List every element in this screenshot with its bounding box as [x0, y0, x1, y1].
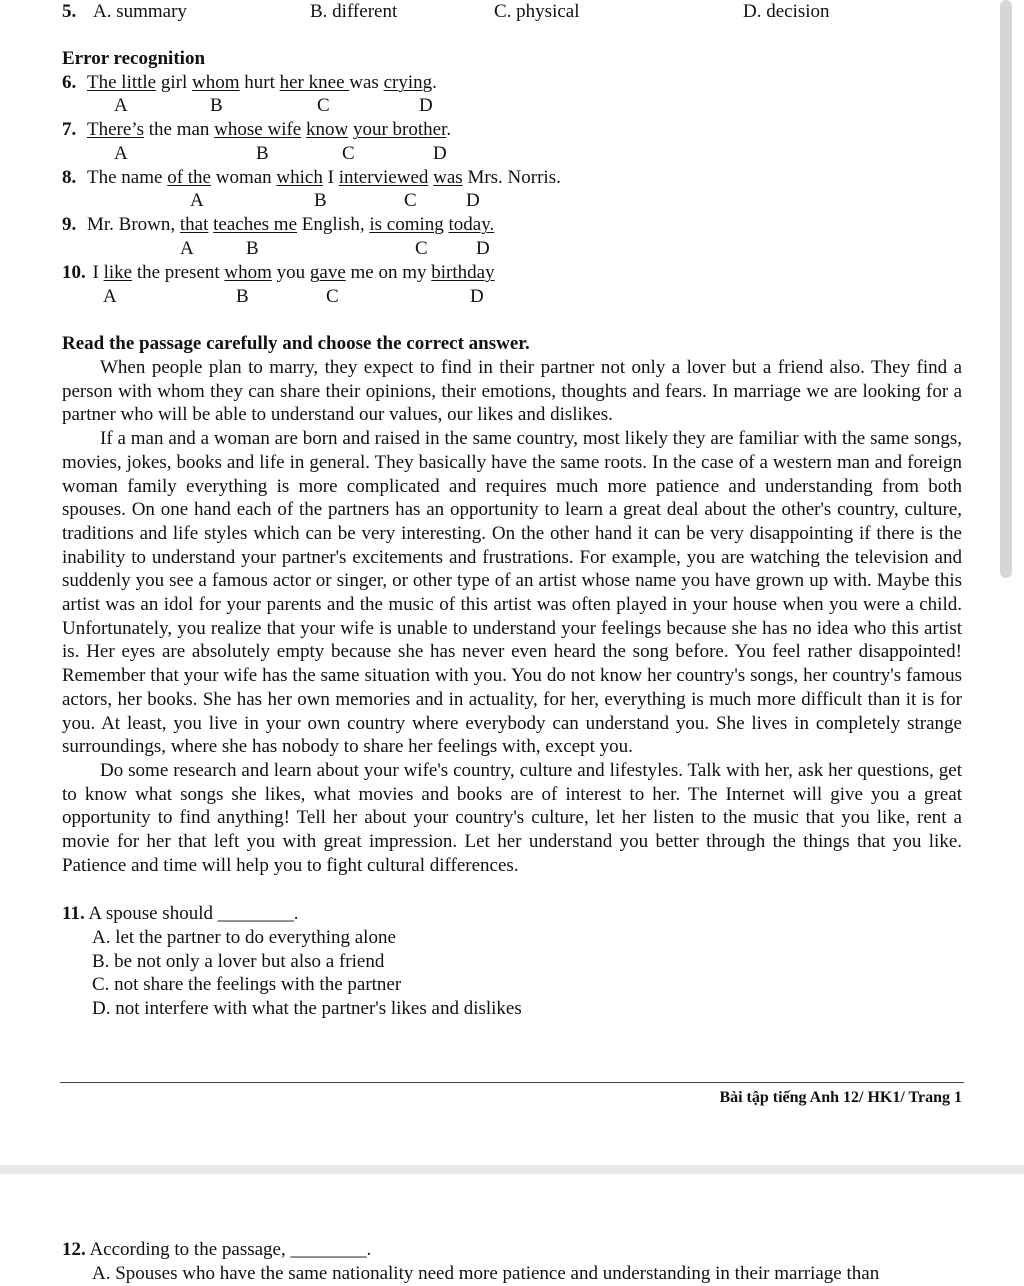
text: .	[432, 72, 437, 93]
text: you	[271, 262, 310, 283]
page-break	[0, 1165, 1024, 1174]
question-number: 9.	[62, 214, 77, 235]
label-d: D	[433, 143, 447, 164]
reading-heading: Read the passage carefully and choose the correct answer.	[62, 333, 530, 354]
option-d: D. not interfere with what the partner's likes and dislikes	[92, 998, 522, 1019]
part-c: gave	[309, 262, 346, 283]
label-c: C	[404, 190, 417, 211]
part-b: teaches me	[213, 214, 298, 235]
text: Mr. Brown,	[87, 214, 180, 235]
label-a: A	[190, 190, 204, 211]
part-d: birthday	[431, 262, 495, 283]
question-9	[62, 213, 494, 237]
part-a: There’s	[87, 119, 144, 140]
question-7	[62, 118, 451, 142]
question-number: 12.	[62, 1239, 86, 1260]
label-b: B	[210, 95, 223, 116]
question-number: 8.	[62, 167, 77, 188]
question-11	[62, 902, 298, 926]
part-c: interviewed	[338, 167, 429, 188]
text: was	[349, 72, 384, 93]
option-c: C. physical	[494, 1, 580, 22]
page-footer: Bài tập tiếng Anh 12/ HK1/ Trang 1	[719, 1089, 962, 1106]
text: The name	[87, 167, 168, 188]
scrollbar[interactable]	[1000, 0, 1012, 578]
label-c: C	[342, 143, 355, 164]
label-b: B	[314, 190, 327, 211]
option-a: A. Spouses who have the same nationality need more patience and understanding in their marriage than	[92, 1263, 880, 1284]
part-b: whose wife	[214, 119, 302, 140]
label-a: A	[180, 238, 194, 259]
label-b: B	[256, 143, 269, 164]
label-a: A	[114, 143, 128, 164]
part-b: whom	[192, 72, 240, 93]
text: me on my	[345, 262, 432, 283]
option-c: C. not share the feelings with the partner	[92, 974, 402, 995]
part-a: of the	[167, 167, 211, 188]
part-b: which	[276, 167, 323, 188]
part-d: your brother	[352, 119, 447, 140]
label-c: C	[317, 95, 330, 116]
paragraph-3: Do some research and learn about your wife's country, culture and lifestyles. Talk with her, ask her questions, get to know what songs she likes, what movies and books are of interest to her. The Internet will give you a great opportunity to find anything! Tell her about your country's culture, let her listen to the music that you like, rent a movie for her that left you with great impression. Let her understand you better through the things that you like. Patience and time will help you to fight cultural differences.	[62, 759, 962, 876]
question-stem: A spouse should ________.	[84, 903, 299, 924]
label-b: B	[246, 238, 259, 259]
label-a: A	[114, 95, 128, 116]
question-6	[62, 71, 437, 95]
option-a: A. summary	[93, 1, 187, 22]
question-number: 6.	[62, 72, 77, 93]
paragraph-1: When people plan to marry, they expect to find in their partner not only a lover but a friend also. They find a person with whom they can share their opinions, their emotions, thoughts and fears. In marriage we are looking for a partner who will be able to understand our values, our likes and dislikes.	[62, 357, 962, 426]
text: woman	[210, 167, 277, 188]
part-b: whom	[224, 262, 272, 283]
question-12	[62, 1238, 371, 1262]
text: Mrs. Norris.	[462, 167, 561, 188]
label-b: B	[236, 286, 249, 307]
label-c: C	[326, 286, 339, 307]
text: .	[446, 119, 452, 140]
footer-divider	[60, 1082, 964, 1083]
option-b: B. be not only a lover but also a friend	[92, 951, 385, 972]
label-d: D	[470, 286, 484, 307]
question-number: 10.	[62, 262, 86, 283]
text: girl	[156, 72, 193, 93]
question-stem: According to the passage, ________.	[85, 1239, 372, 1260]
label-a: A	[103, 286, 117, 307]
label-d: D	[419, 95, 433, 116]
label-c: C	[415, 238, 428, 259]
part-d: today.	[448, 214, 495, 235]
reading-passage	[62, 356, 962, 877]
text: I	[92, 262, 104, 283]
option-d: D. decision	[743, 1, 830, 22]
text: the present	[132, 262, 225, 283]
text: I	[322, 167, 339, 188]
option-b: B. different	[310, 1, 398, 22]
error-recognition-heading: Error recognition	[62, 48, 206, 69]
part-c: her knee	[279, 72, 350, 93]
text: hurt	[239, 72, 280, 93]
question-number: 11.	[62, 903, 85, 924]
label-d: D	[466, 190, 480, 211]
part-a: that	[179, 214, 209, 235]
text: the man	[143, 119, 215, 140]
paragraph-2: If a man and a woman are born and raised in the same country, most likely they are familiar with the same songs, movies, jokes, books and life in general. They basically have the same roots. In the case of a western man and foreign woman family everything is more complicated and requires much more patience and understanding from both spouses. On one hand each of the partners has an opportunity to learn a great deal about the other's country, culture, traditions and life styles which can be very interesting. On the other hand it can be very disappointing if there is the inability to understand your partner's excitements and frustrations. For example, you are watching the television and suddenly you see a famous actor or singer, or other type of an artist whose name you have grown up with. Maybe this artist was an idol for your parents and the music of this artist was often played in your house when you were a child. Unfortunately, you realize that your wife is unable to understand your feelings because she has no idea who this artist is. Her eyes are absolutely empty because she has never even heard the song before. You feel rather disappointed! Remember that your wife has the same situation with you. You do not know her country's songs, her country's famous actors, her books. She has her own memories and in actuality, for her, everything is much more difficult than it is for you. At least, you live in your own country where everybody can understand you. She lives in completely strange surroundings, where she has nobody to share her feelings with, except you.	[62, 428, 962, 758]
question-8	[62, 166, 561, 190]
part-d: crying	[383, 72, 433, 93]
part-a: like	[103, 262, 133, 283]
question-number: 5.	[62, 1, 77, 22]
question-number: 7.	[62, 119, 77, 140]
question-10	[62, 261, 495, 285]
part-c: is coming	[369, 214, 444, 235]
text: English,	[297, 214, 370, 235]
label-d: D	[476, 238, 490, 259]
part-c: know	[305, 119, 349, 140]
part-a: The little	[87, 72, 157, 93]
option-a: A. let the partner to do everything alone	[92, 927, 396, 948]
part-d: was	[433, 167, 463, 188]
